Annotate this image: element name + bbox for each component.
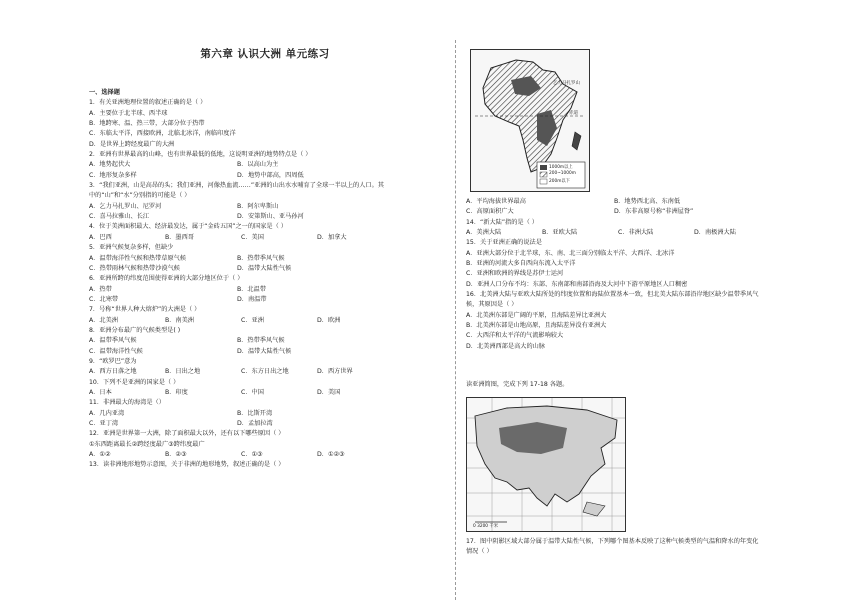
right-column-top <box>466 197 846 352</box>
read-prompt-text: 读亚洲简图，完成下列 17-18 各题。 <box>466 381 569 388</box>
answer-options-row <box>89 212 449 222</box>
question-line: C．亚洲和欧洲的界线是苏伊士运河 <box>466 270 564 278</box>
answer-option: D．东非高原号称“非洲屋脊” <box>614 208 694 216</box>
answer-option: B．②③ <box>165 451 187 459</box>
question-line: 6．亚洲所跨的纬度范围使得亚洲的大部分地区位于（ ） <box>89 275 244 283</box>
answer-options-row <box>89 316 449 326</box>
africa-terrain-map <box>470 49 590 192</box>
answer-option: C．高原面积广大 <box>466 208 514 216</box>
answer-option: B．热带季风气候 <box>237 337 285 345</box>
answer-option: C．①③ <box>241 451 263 459</box>
answer-option: A．乞力马扎罗山、尼罗河 <box>89 202 162 210</box>
answer-option: C．地形复杂多样 <box>89 171 137 179</box>
answer-options-row <box>89 202 449 212</box>
left-question-list <box>89 98 449 470</box>
answer-option: D．温带大陆性气候 <box>237 264 292 272</box>
answer-option: B．地势西北高、东南低 <box>614 198 681 205</box>
answer-option: C．喜马拉雅山、长江 <box>89 213 150 221</box>
question-line: 15．关于亚洲正确的说法是 <box>466 239 542 247</box>
column-divider <box>455 40 456 600</box>
question-line: B．北美洲东部是山地高原，且海陆差异没有亚洲大 <box>466 322 607 330</box>
question-line: 9．“欧罗巴”意为 <box>89 357 137 365</box>
answer-options-row <box>89 409 449 419</box>
question-line: C．东临太平洋，西接欧洲，北临北冰洋，南临印度洋 <box>89 130 236 138</box>
answer-options-row <box>89 419 449 429</box>
asia-map-graphic <box>467 398 625 531</box>
question-line: D．北美洲西部是高大的山脉 <box>466 342 546 350</box>
answer-options-row <box>89 233 449 243</box>
question-line: C．大西洋和太平洋的气流影响较大 <box>466 332 564 340</box>
answer-options-row <box>89 336 449 346</box>
read-prompt <box>466 380 846 390</box>
question-line: 中的“山”和“水”分别指的可能是（ ） <box>89 192 191 200</box>
answer-option: D．温带大陆性气候 <box>237 347 292 355</box>
map-scale: 0 3200 千米 <box>473 524 498 529</box>
question-line: D．亚洲人口分布不均：东部、东南部和南部沿海及大河中下游平原地区人口稠密 <box>466 280 688 288</box>
q17-block <box>466 537 846 558</box>
answer-option: B．热带季风气候 <box>237 254 285 262</box>
right-question-list <box>466 197 846 352</box>
answer-option: A．温带季风气候 <box>89 337 137 345</box>
answer-option: D．加拿大 <box>317 233 347 241</box>
question-line: 14．“新大陆”指的是（ ） <box>466 218 538 226</box>
legend-item-low: 200m以下 <box>549 179 570 184</box>
answer-option: C．北寒带 <box>89 295 119 303</box>
left-column <box>89 88 449 471</box>
answer-option: B．北温带 <box>237 285 266 293</box>
answer-option: C．中国 <box>241 388 264 396</box>
answer-option: B．日出之地 <box>165 368 201 376</box>
asia-sketch-map <box>466 397 626 532</box>
question-line: 1．有关亚洲地理位置的叙述正确的是（ ） <box>89 99 207 107</box>
question-line: 候，其原因是（ ） <box>466 301 518 309</box>
answer-option: D．安第斯山、亚马孙河 <box>237 213 304 221</box>
answer-option: A．①② <box>89 451 111 459</box>
answer-options-row <box>89 285 449 295</box>
answer-options-row <box>89 450 449 460</box>
q17-line-1: 17．图中阴影区域大部分属于温带大陆性气候，下列哪个图基本反映了这种气候类型的气温和降水的年变化 <box>466 538 759 545</box>
question-line: B．地跨寒、温、热三带，大部分位于热带 <box>89 120 205 128</box>
answer-option: B．墨西哥 <box>165 233 194 241</box>
question-line: A．主要位于北半球、西半球 <box>89 109 168 117</box>
answer-options-row <box>466 228 846 238</box>
answer-option: B．亚欧大陆 <box>542 229 578 237</box>
page-title: 第六章 认识大洲 单元练习 <box>200 48 330 60</box>
answer-options-row <box>89 171 449 181</box>
answer-option: A．几内亚湾 <box>89 409 125 417</box>
answer-option: B．南美洲 <box>165 316 194 324</box>
question-line: 13．读非洲地形地势示意图，关于非洲的地形地势，叙述正确的是（ ） <box>89 461 285 469</box>
answer-option: C．美国 <box>241 233 264 241</box>
answer-option: C．非洲大陆 <box>618 229 654 237</box>
answer-option: C．热带雨林气候和热带沙漠气候 <box>89 264 180 272</box>
answer-option: D．孟加拉湾 <box>237 420 273 427</box>
map-label-equator: 赤道 <box>569 111 578 116</box>
question-line: 11．非洲最大的海湾是（） <box>89 399 165 407</box>
question-line: A．北美洲东部是广阔的平原，且海陆差异比亚洲大 <box>466 311 607 319</box>
answer-options-row <box>89 254 449 264</box>
answer-options-row <box>466 207 846 217</box>
answer-option: D．西方世界 <box>317 368 353 376</box>
answer-option: D．①②③ <box>317 451 345 459</box>
answer-option: B．印度 <box>165 388 188 396</box>
question-line: 10．下列不是亚洲的国家是（ ） <box>89 378 180 386</box>
answer-options-row <box>89 295 449 305</box>
question-line: A．亚洲大部分位于北半球，东、南、北三面分别临太平洋、大西洋、北冰洋 <box>466 249 675 257</box>
answer-option: A．地势起伏大 <box>89 161 131 169</box>
question-line: 4．位于美洲面积最大、经济最发达，属于“金砖五国”之一的国家是（ ） <box>89 223 287 231</box>
question-line: 5．亚洲气候复杂多样，但缺少 <box>89 244 174 252</box>
answer-option: A．北美洲 <box>89 316 118 324</box>
answer-option: B．以高山为主 <box>237 161 279 169</box>
legend-item-high: 1000m以上 <box>549 165 573 170</box>
question-line: 16．北美洲大陆与亚欧大陆所处的纬度位置和海陆位置基本一致，但北美大陆东部沿岸地区缺少温带季风气 <box>466 291 759 299</box>
answer-options-row <box>89 367 449 377</box>
answer-option: C．东方日出之地 <box>241 368 289 376</box>
question-line: 7．号称“世界人种大熔炉”的大洲是（ ） <box>89 306 201 314</box>
answer-option: A．巴西 <box>89 233 112 241</box>
section-heading: 一、选择题 <box>89 89 120 96</box>
answer-option: D．南极洲大陆 <box>694 229 736 237</box>
question-line: 12．亚洲是世界第一大洲，除了面积最大以外，还有以下哪些原因（ ） <box>89 430 285 438</box>
answer-options-row <box>466 197 846 207</box>
answer-option: C．亚洲 <box>241 316 264 324</box>
legend-item-mid: 200~1000m <box>549 171 576 176</box>
answer-option: A．温带海洋性气候和热带草原气候 <box>89 254 187 262</box>
answer-option: B．阿尔卑斯山 <box>237 202 279 210</box>
answer-option: A．平均海拔世界最高 <box>466 198 526 205</box>
answer-option: B．比斯开湾 <box>237 409 273 417</box>
answer-options-row <box>89 388 449 398</box>
answer-option: D．美国 <box>317 388 341 396</box>
map-label-kilimanjaro: 乞力马扎罗山 <box>553 81 580 86</box>
answer-option: A．热带 <box>89 285 112 293</box>
q17-line-2: 情况（ ） <box>466 548 493 556</box>
answer-option: D．南温带 <box>237 295 267 303</box>
answer-option: A．美洲大陆 <box>466 229 502 237</box>
question-line: 8．亚洲分布最广的气候类型是( ) <box>89 326 181 334</box>
answer-option: C．亚丁湾 <box>89 420 119 427</box>
answer-options-row <box>89 264 449 274</box>
answer-option: D．地势中部高，四周低 <box>237 171 304 179</box>
answer-option: D．欧洲 <box>317 316 341 324</box>
answer-option: C．温带海洋性气候 <box>89 347 143 355</box>
question-line: B．亚洲的河流大多自西向东流入太平洋 <box>466 260 576 268</box>
answer-option: A．日本 <box>89 388 112 396</box>
question-line: D．是世界上跨经度最广的大洲 <box>89 140 175 148</box>
answer-options-row <box>89 347 449 357</box>
question-line: ①东西距离最长②跨经度最广③跨纬度最广 <box>89 440 205 448</box>
asia-landmass <box>475 406 617 506</box>
question-line: 2．亚洲有世界最高的山峰，也有世界最低的低地，这说明亚洲的地势特点是（ ） <box>89 151 312 159</box>
answer-options-row <box>89 160 449 170</box>
answer-option: A．西方日落之地 <box>89 368 137 376</box>
question-line: 3．“我们亚洲，山是高昂的头；我们亚洲，河像热血流……”亚洲的山出水水哺育了全球一半以上的人口。其 <box>89 182 384 190</box>
